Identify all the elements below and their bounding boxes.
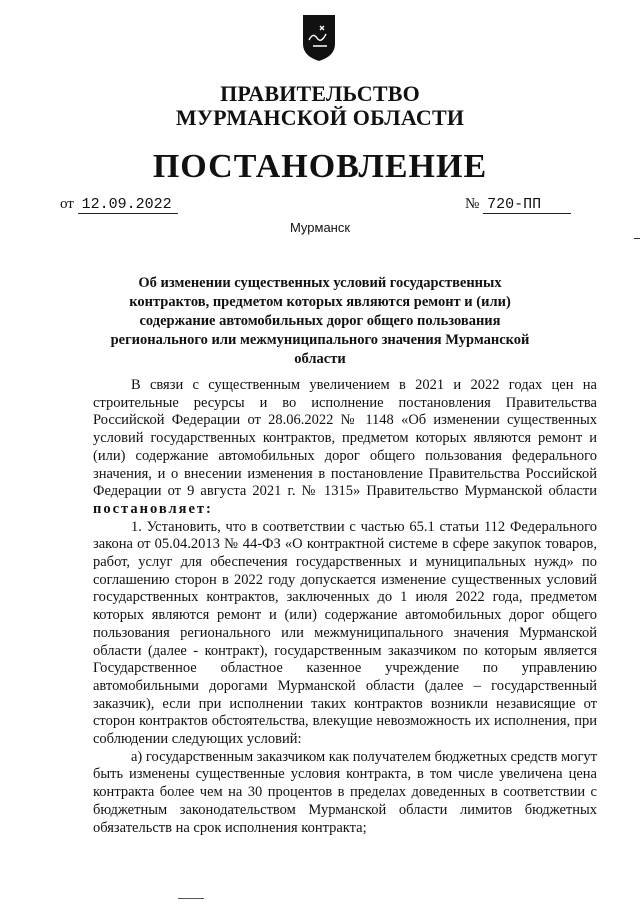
number-prefix: № xyxy=(465,196,480,212)
date-prefix: от xyxy=(60,196,74,212)
paragraph-preamble xyxy=(93,377,597,519)
resolution-keyword: постановляет: xyxy=(93,500,213,517)
paragraph-item-1: 1. Установить, что в соответствии с частью 65.1 статьи 112 Федерального закона от 05.04.2013 № 44-ФЗ «О контрактной системе в сфере закупок товаров, работ, услуг для обеспечения государственных и муниципальных нужд» по соглашению сторон в 2022 году допускается изменение существенных условий государственных контрактов, заключенных до 1 июля 2022 года, предметом которых являются ремонт и (или) содержание автомобильных дорог общего пользования регионального или межмуниципального значения Мурманской области (далее - контракт), государственным заказчиком по которым является Государственное областное казенное учреждение по управлению автомобильными дорогами Мурманской области (далее – государственный заказчик), если при исполнении таких контрактов возникли независящие от сторон контрактов обстоятельства, влекущие невозможность их исполнения, при соблюдении следующих условий: xyxy=(93,518,597,748)
margin-mark xyxy=(634,238,640,239)
document-body xyxy=(93,377,597,837)
document-date: 12.09.2022 xyxy=(78,196,178,214)
organization-name xyxy=(0,82,640,130)
coat-of-arms-icon xyxy=(302,14,336,62)
paragraph-subitem-a: а) государственным заказчиком как получателем бюджетных средств могут быть изменены существенные условия контракта, в том числе увеличена цена контракта более чем на 30 процентов в пределах доведенных в соответствии с бюджетным законодательством Мурманской области лимитов бюджетных обязательств на срок исполнения контракта; xyxy=(93,748,597,836)
preamble-text: В связи с существенным увеличением в 2021 и 2022 годах цен на строительные ресурсы и во исполнение постановления Правительства Российской Федерации от 28.06.2022 № 1148 «Об изменении существенных условий государственных контрактов, предметом которых являются ремонт и (или) содержание автомобильных дорог общего пользования федерального значения, и о внесении изменения в постановление Правительства Российской Федерации от 9 августа 2021 г. № 1315» Правительство Мурманской области xyxy=(93,377,597,500)
document-title: Об изменении существенных условий государственных контрактов, предметом которых являются ремонт и (или) содержание автомобильных дорог общего пользования регионального или межмуниципального значения Мурманской области xyxy=(110,275,530,367)
number-line xyxy=(465,196,571,214)
org-line-2: МУРМАНСКОЙ ОБЛАСТИ xyxy=(175,105,465,130)
date-line xyxy=(60,196,178,214)
footer-mark xyxy=(178,898,204,899)
document-type: ПОСТАНОВЛЕНИЕ xyxy=(152,148,488,185)
document-number: 720-ПП xyxy=(483,196,571,214)
city-name: Мурманск xyxy=(289,220,351,235)
org-line-1: ПРАВИТЕЛЬСТВО xyxy=(220,81,420,106)
